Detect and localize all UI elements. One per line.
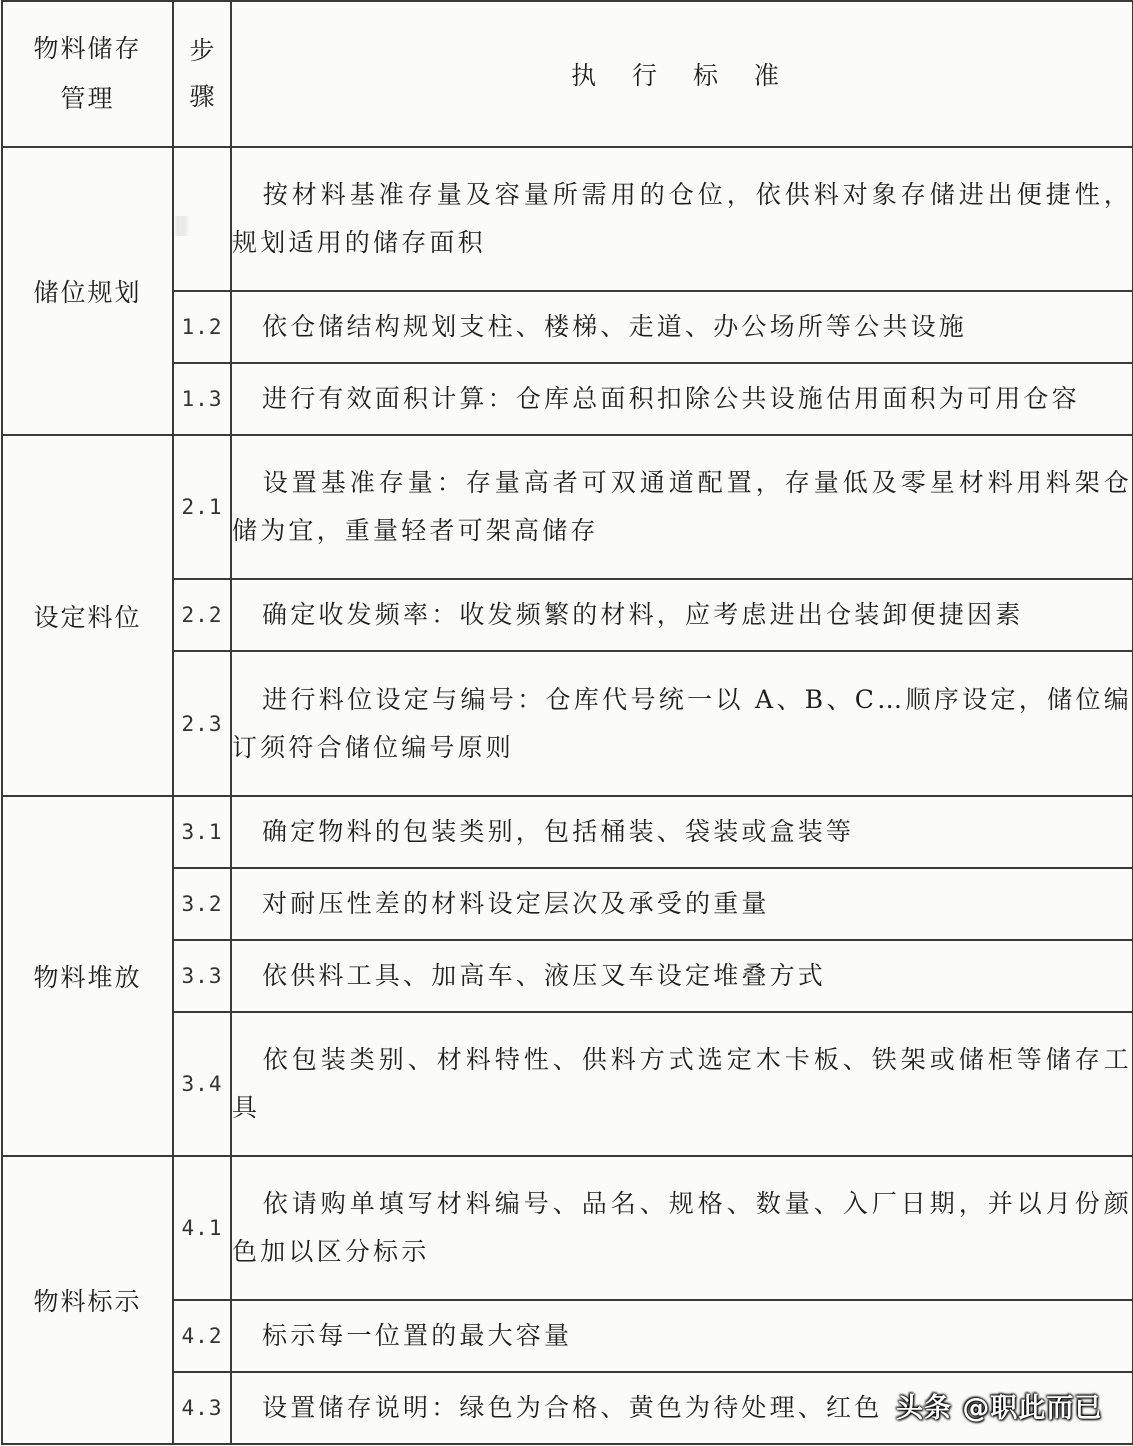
standard-text: 设置基准存量：存量高者可双通道配置，存量低及零星材料用料架仓储为宜，重量轻者可架高储存 <box>232 468 1132 545</box>
step-cell: 3.3 <box>173 940 231 1012</box>
standard-text: 进行料位设定与编号：仓库代号统一以 A、B、C…顺序设定，储位编订须符合储位编号原则 <box>232 684 1132 762</box>
step-cell: 2.3 <box>173 651 231 796</box>
standard-text: 依仓储结构规划支柱、楼梯、走道、办公场所等公共设施 <box>262 312 968 341</box>
header-step-line2: 骤 <box>189 82 215 111</box>
storage-standard-table <box>1 0 1133 1445</box>
category-cell: 设定料位 <box>2 435 173 796</box>
category-cell: 储位规划 <box>2 147 173 435</box>
table-row <box>2 147 1133 291</box>
step-cell: 2.1 <box>173 435 231 579</box>
step-cell: 4.2 <box>173 1300 231 1372</box>
standard-text: 设置储存说明：绿色为合格、黄色为待处理、红色 <box>262 1393 883 1422</box>
standard-text: 按材料基准存量及容量所需用的仓位，依供料对象存储进出便捷性，规划适用的储存面积 <box>232 180 1132 257</box>
standard-text-cell <box>231 651 1133 796</box>
category-cell: 物料堆放 <box>2 796 173 1156</box>
standard-text: 依包装类别、材料特性、供料方式选定木卡板、铁架或储柜等储存工具 <box>232 1045 1132 1122</box>
standard-text: 进行有效面积计算：仓库总面积扣除公共设施估用面积为可用仓容 <box>262 384 1080 413</box>
standard-text-cell <box>231 1156 1133 1300</box>
watermark-text: 头条 @职此而已 <box>896 1393 1103 1424</box>
standard-text: 确定收发频率：收发频繁的材料，应考虑进出仓装卸便捷因素 <box>262 600 1024 629</box>
header-step-line1: 步 <box>189 36 215 65</box>
standard-text-cell <box>231 147 1133 291</box>
standard-text: 标示每一位置的最大容量 <box>262 1321 573 1350</box>
standard-text: 依供料工具、加高车、液压叉车设定堆叠方式 <box>262 961 827 990</box>
step-cell: 2.2 <box>173 579 231 651</box>
step-cell: 1.2 <box>173 291 231 363</box>
step-cell: 3.1 <box>173 796 231 868</box>
standard-text-cell <box>231 579 1133 651</box>
step-cell: 4.1 <box>173 1156 231 1300</box>
header-category-cell <box>2 1 173 147</box>
table-header-row <box>2 1 1133 147</box>
step-cell: 1.3 <box>173 363 231 435</box>
standard-text: 确定物料的包装类别，包括桶装、袋装或盒装等 <box>262 817 855 846</box>
standard-text-cell <box>231 1012 1133 1156</box>
standard-text: 对耐压性差的材料设定层次及承受的重量 <box>262 889 770 918</box>
standard-text-cell <box>231 1300 1133 1372</box>
step-cell: 3.4 <box>173 1012 231 1156</box>
header-standard-cell: 执 行 标 准 <box>231 1 1133 147</box>
header-category-line1: 物料储存 <box>33 34 142 63</box>
standard-text-cell <box>231 291 1133 363</box>
category-cell: 物料标示 <box>2 1156 173 1444</box>
table-row <box>2 1156 1133 1300</box>
header-step-cell <box>173 1 231 147</box>
step-cell-redacted <box>173 147 231 291</box>
standard-text-cell <box>231 435 1133 579</box>
table-row <box>2 435 1133 579</box>
step-cell: 3.2 <box>173 868 231 940</box>
table-row <box>2 796 1133 868</box>
standard-text-cell <box>231 363 1133 435</box>
standard-text: 依请购单填写材料编号、品名、规格、数量、入厂日期，并以月份颜色加以区分标示 <box>232 1189 1132 1266</box>
standard-text-cell <box>231 796 1133 868</box>
standard-text-cell <box>231 940 1133 1012</box>
step-cell: 4.3 <box>173 1372 231 1444</box>
standard-text-cell <box>231 868 1133 940</box>
header-category-line2: 管理 <box>60 84 115 113</box>
